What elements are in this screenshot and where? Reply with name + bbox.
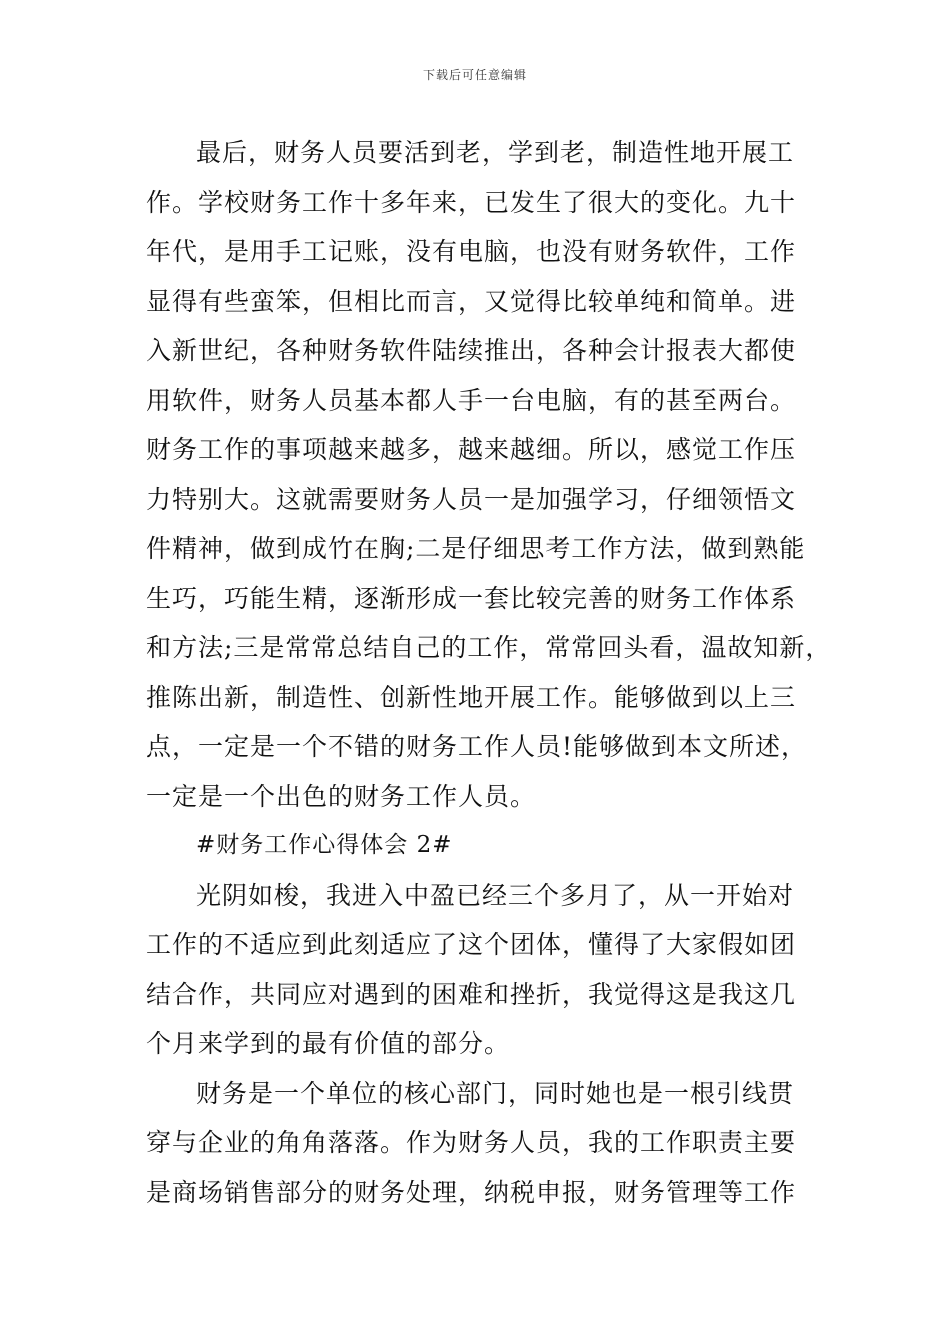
paragraph-line: 显得有些蛮笨，但相比而言，又觉得比较单纯和简单。进 [146,286,797,316]
paragraph-line: 一定是一个出色的财务工作人员。 [146,781,537,811]
paragraph-line: 年代，是用手工记账，没有电脑，也没有财务软件，工作 [146,237,797,266]
paragraph-line: 财务是一个单位的核心部门，同时她也是一根引线贯 [196,1078,795,1108]
section-heading: #财务工作心得体会 2# [196,832,453,858]
paragraph-line: 用软件，财务人员基本都人手一台电脑，有的甚至两台。 [146,385,797,415]
paragraph-line: 工作的不适应到此刻适应了这个团体，懂得了大家假如团 [146,930,797,959]
paragraph-line: 光阴如梭，我进入中盈已经三个多月了，从一开始对 [196,880,795,910]
paragraph-line: 是商场销售部分的财务处理，纳税申报，财务管理等工作 [146,1177,797,1207]
paragraph-line: 个月来学到的最有价值的部分。 [146,1029,511,1058]
paragraph-line: 财务工作的事项越来越多，越来越细。所以，感觉工作压 [146,435,797,464]
paragraph-line: 件精神，做到成竹在胸;二是仔细思考工作方法，做到熟能 [146,534,806,563]
paragraph-line: 穿与企业的角角落落。作为财务人员，我的工作职责主要 [146,1128,797,1157]
paragraph-line: 生巧，巧能生精，逐渐形成一套比较完善的财务工作体系 [146,583,797,613]
paragraph-line: 推陈出新，制造性、创新性地开展工作。能够做到以上三 [146,682,797,712]
paragraph-line: 最后，财务人员要活到老，学到老，制造性地开展工 [196,138,795,167]
paragraph-line: 入新世纪，各种财务软件陆续推出，各种会计报表大都使 [146,336,797,365]
paragraph-line: 作。学校财务工作十多年来，已发生了很大的变化。九十 [146,187,797,217]
paragraph-line: 和方法;三是常常总结自己的工作，常常回头看，温故知新， [146,633,832,662]
paragraph-line: 结合作，共同应对遇到的困难和挫折，我觉得这是我这几 [146,979,797,1009]
page-header-note: 下载后可任意编辑 [422,68,527,82]
document-body [146,128,832,1217]
paragraph-line: 力特别大。这就需要财务人员一是加强学习，仔细领悟文 [146,484,797,514]
paragraph-line: 点，一定是一个不错的财务工作人员!能够做到本文所述， [146,732,808,761]
